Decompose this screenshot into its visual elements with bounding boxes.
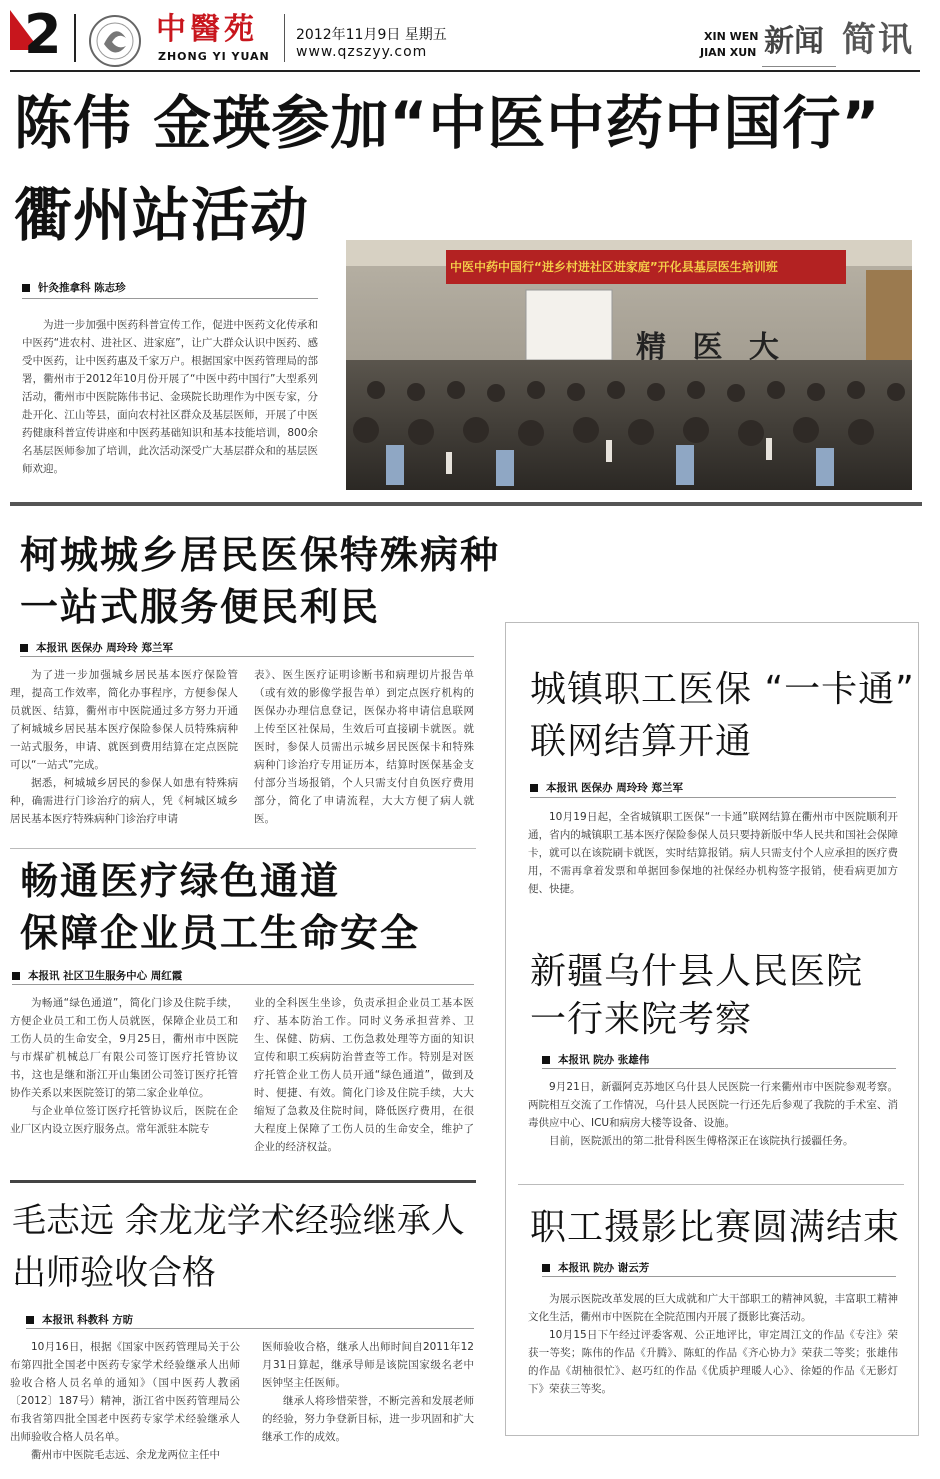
article2-title-line2: 一站式服务便民利民 bbox=[20, 585, 381, 629]
article2-col2 bbox=[254, 666, 474, 828]
article5-title-line1: 新疆乌什县人民医院 bbox=[530, 951, 864, 992]
article6-title-line2: 出师验收合格 bbox=[12, 1253, 216, 1293]
article3-title-line2: 联网结算开通 bbox=[530, 721, 753, 762]
article4-title-line1: 畅通医疗绿色通道 bbox=[20, 859, 341, 903]
article7-body bbox=[528, 1290, 898, 1398]
article2-paragraph-2: 据悉，柯城城乡居民的参保人如患有特殊病种，确需进行门诊治疗的病人，凭《柯城区城乡居民基本医疗特殊病种门诊治疗申请 bbox=[10, 777, 238, 825]
section-pinyin-2: JIAN XUN bbox=[700, 46, 757, 59]
article2-title-line1: 柯城城乡居民医保特殊病种 bbox=[20, 533, 501, 577]
article6-byline: 本报讯 科教科 方昉 bbox=[26, 1312, 133, 1327]
article3-byline: 本报讯 医保办 周玲玲 郑兰军 bbox=[530, 780, 683, 795]
page-number: 2 bbox=[24, 3, 62, 66]
article7-title: 职工摄影比赛圆满结束 bbox=[530, 1207, 901, 1248]
article4-paragraph-1: 为畅通“绿色通道”，简化门诊及住院手续，方便企业员工和工伤人员就医，保障企业员工和工伤人员的生命安全，9月25日，衢州市中医院与市煤矿机械总厂有限公司签订医疗托管协议书，这也是继和浙江开山集团公司签订医疗托管协作关系以来医院签订的第二家企业单位。 bbox=[10, 997, 238, 1099]
lead-bottom-rule bbox=[10, 502, 922, 506]
article3-body bbox=[528, 808, 898, 898]
article2-paragraph-1: 为了进一步加强城乡居民基本医疗保险管理，提高工作效率，简化办事程序，方便参保人员就医、结算，衢州市中医院通过多方努力开通了柯城城乡居民基本医疗保险参保人员特殊病种一站式服务，申请、就医到费用结算在定点医院可以“一站式”完成。 bbox=[10, 669, 238, 771]
photo-calligraphy: 精 医 大 bbox=[636, 330, 787, 365]
lead-photo bbox=[346, 240, 912, 490]
article7-paragraph-1: 为展示医院改革发展的巨大成就和广大干部职工的精神风貌，丰富职工精神文化生活，衢州市中医院在全院范围内开展了摄影比赛活动。 bbox=[528, 1293, 898, 1323]
article5-paragraph-1: 9月21日，新疆阿克苏地区乌什县人民医院一行来衢州市中医院参观考察。两院相互交流了工作情况，乌什县人民医院一行还先后参观了我院的手术室、消毒供应中心、ICU和病房大楼等设备、设施。 bbox=[528, 1081, 898, 1129]
article4-col1 bbox=[10, 994, 238, 1138]
photo-banner-text: 中医中药中国行“进乡村进社区进家庭”开化县基层医生培训班 bbox=[450, 260, 778, 274]
article6-title-line1: 毛志远 余龙龙学术经验继承人 bbox=[12, 1201, 465, 1241]
lecture-hall-photo bbox=[346, 240, 912, 490]
article6-paragraph-4: 继承人将珍惜荣誉，不断完善和发展老师的经验，努力争登新目标，进一步巩固和扩大继承工作的成效。 bbox=[262, 1395, 474, 1443]
article5-title-line2: 一行来院考察 bbox=[530, 999, 753, 1040]
article3-paragraph: 10月19日起，全省城镇职工医保“一卡通”联网结算在衢州市中医院顺利开通，省内的城镇职工基本医疗保险参保人员只要持新版中华人民共和国社会保障卡，就可以在该院刷卡就医，实时结算报销。病人只需支付个人应承担的医疗费用，不需再拿着发票和单据回参保地的社保经办机构签字报销，使看病更加方便、快捷。 bbox=[528, 811, 898, 895]
article4-byline: 本报讯 社区卫生服务中心 周红霞 bbox=[12, 968, 182, 983]
section-pinyin-1: XIN WEN bbox=[704, 30, 759, 43]
article5-body bbox=[528, 1078, 898, 1150]
article5-byline: 本报讯 院办 张雄伟 bbox=[542, 1052, 649, 1067]
article3-title-line1: 城镇职工医保 “一卡通” bbox=[530, 669, 915, 710]
masthead-rule bbox=[10, 70, 920, 72]
article2-col1 bbox=[10, 666, 238, 828]
article4-paragraph-3: 业的全科医生坐诊，负责承担企业员工基本医疗、基本防治工作。同时义务承担营养、卫生、保健、防病、工伤急救处理等方面的知识宣传和职工疾病防治普查等工作。特别是对医疗托管企业工伤人员开通“绿色通道”，做到及时、便捷、有效。简化门诊及住院手续，大大缩短了急救及住院时间，降低医疗费用，在很大程度上保障了工伤人员的生命安全，维护了企业的经济权益。 bbox=[254, 997, 474, 1153]
section-title-1: 新闻 bbox=[764, 24, 824, 59]
article4-title-line2: 保障企业员工生命安全 bbox=[20, 911, 421, 955]
hospital-logo-icon bbox=[88, 14, 142, 68]
lead-title-line2: 衢州站活动 bbox=[14, 181, 310, 249]
article6-col2 bbox=[262, 1338, 474, 1446]
masthead bbox=[0, 0, 940, 72]
lead-body bbox=[22, 316, 318, 478]
logo-title: 中醫苑 bbox=[156, 12, 258, 47]
article6-paragraph-2: 衢州市中医院毛志远、余龙龙两位主任中 bbox=[31, 1449, 220, 1461]
article6-paragraph-1: 10月16日，根据《国家中医药管理局关于公布第四批全国老中医药专家学术经验继承人出师验收合格人员名单的通知》（国中医药人教函〔2012〕187号）精神，浙江省中医药管理局公布我省第四批全国老中医药专家学术经验继承人出师验收合格人员名单。 bbox=[10, 1341, 240, 1443]
logo-pinyin: ZHONG YI YUAN bbox=[158, 50, 270, 63]
article5-paragraph-2: 目前，医院派出的第二批骨科医生傅格深正在该院执行援疆任务。 bbox=[549, 1135, 854, 1147]
article6-col1 bbox=[10, 1338, 240, 1464]
article4-paragraph-2: 与企业单位签订医疗托管协议后，医院在企业厂区内设立医疗服务点。常年派驻本院专 bbox=[10, 1105, 238, 1135]
website: www.qzszyy.com bbox=[296, 44, 428, 60]
lead-paragraph: 为进一步加强中医药科普宣传工作，促进中医药文化传承和中医药“进农村、进社区、进家庭”，让广大群众认识中医药、感受中医药，让中医药惠及千家万户。根据国家中医药管理局的部署，衢州市于2012年10月份开展了“中医中药中国行”大型系列活动，衢州市中医院陈伟书记、金瑛院长助理作为中医专家，分赴开化、江山等县，面向农村社区群众及基层医师，开展了中医药健康科普宣传讲座和中医药基础知识和基本技能培训，800余名基层医师参加了培训，此次活动深受广大基层群众和的基层医师欢迎。 bbox=[22, 319, 318, 475]
lead-byline: 针灸推拿科 陈志珍 bbox=[22, 280, 126, 295]
issue-date: 2012年11月9日 星期五 bbox=[296, 27, 447, 43]
article7-byline: 本报讯 院办 谢云芳 bbox=[542, 1260, 649, 1275]
article7-paragraph-2: 10月15日下午经过评委客观、公正地评比，审定周江文的作品《专注》荣获一等奖；陈伟的作品《升腾》、陈虹的作品《齐心协力》荣获二等奖；张雄伟的作品《胡柚很忙》、赵巧红的作品《优质护理暖人心》、徐婭的作品《无影灯下》荣获三等奖。 bbox=[528, 1329, 898, 1395]
article2-byline: 本报讯 医保办 周玲玲 郑兰军 bbox=[20, 640, 173, 655]
lead-title-line1: 陈伟 金瑛参加“中医中药中国行” bbox=[14, 89, 881, 157]
section-title-2: 简讯 bbox=[842, 20, 914, 60]
article2-paragraph-3: 表》、医生医疗证明诊断书和病理切片报告单（或有效的影像学报告单）到定点医疗机构的医保办办理信息登记，医保办将申请信息联网上传至区社保局，生效后可直接刷卡就医。就医时，参保人员需出示城乡居民医保卡和特殊病种门诊治疗专用证历本，结算时医保基金支付部分当场报销，个人只需支付自负医疗费用部分，简化了申请流程，大大方便了病人就医。 bbox=[254, 669, 474, 825]
article6-paragraph-3: 医师验收合格，继承人出师时间自2011年12月31日算起，继承导师是该院国家级名老中医钟坚主任医师。 bbox=[262, 1341, 474, 1389]
article4-col2 bbox=[254, 994, 474, 1156]
